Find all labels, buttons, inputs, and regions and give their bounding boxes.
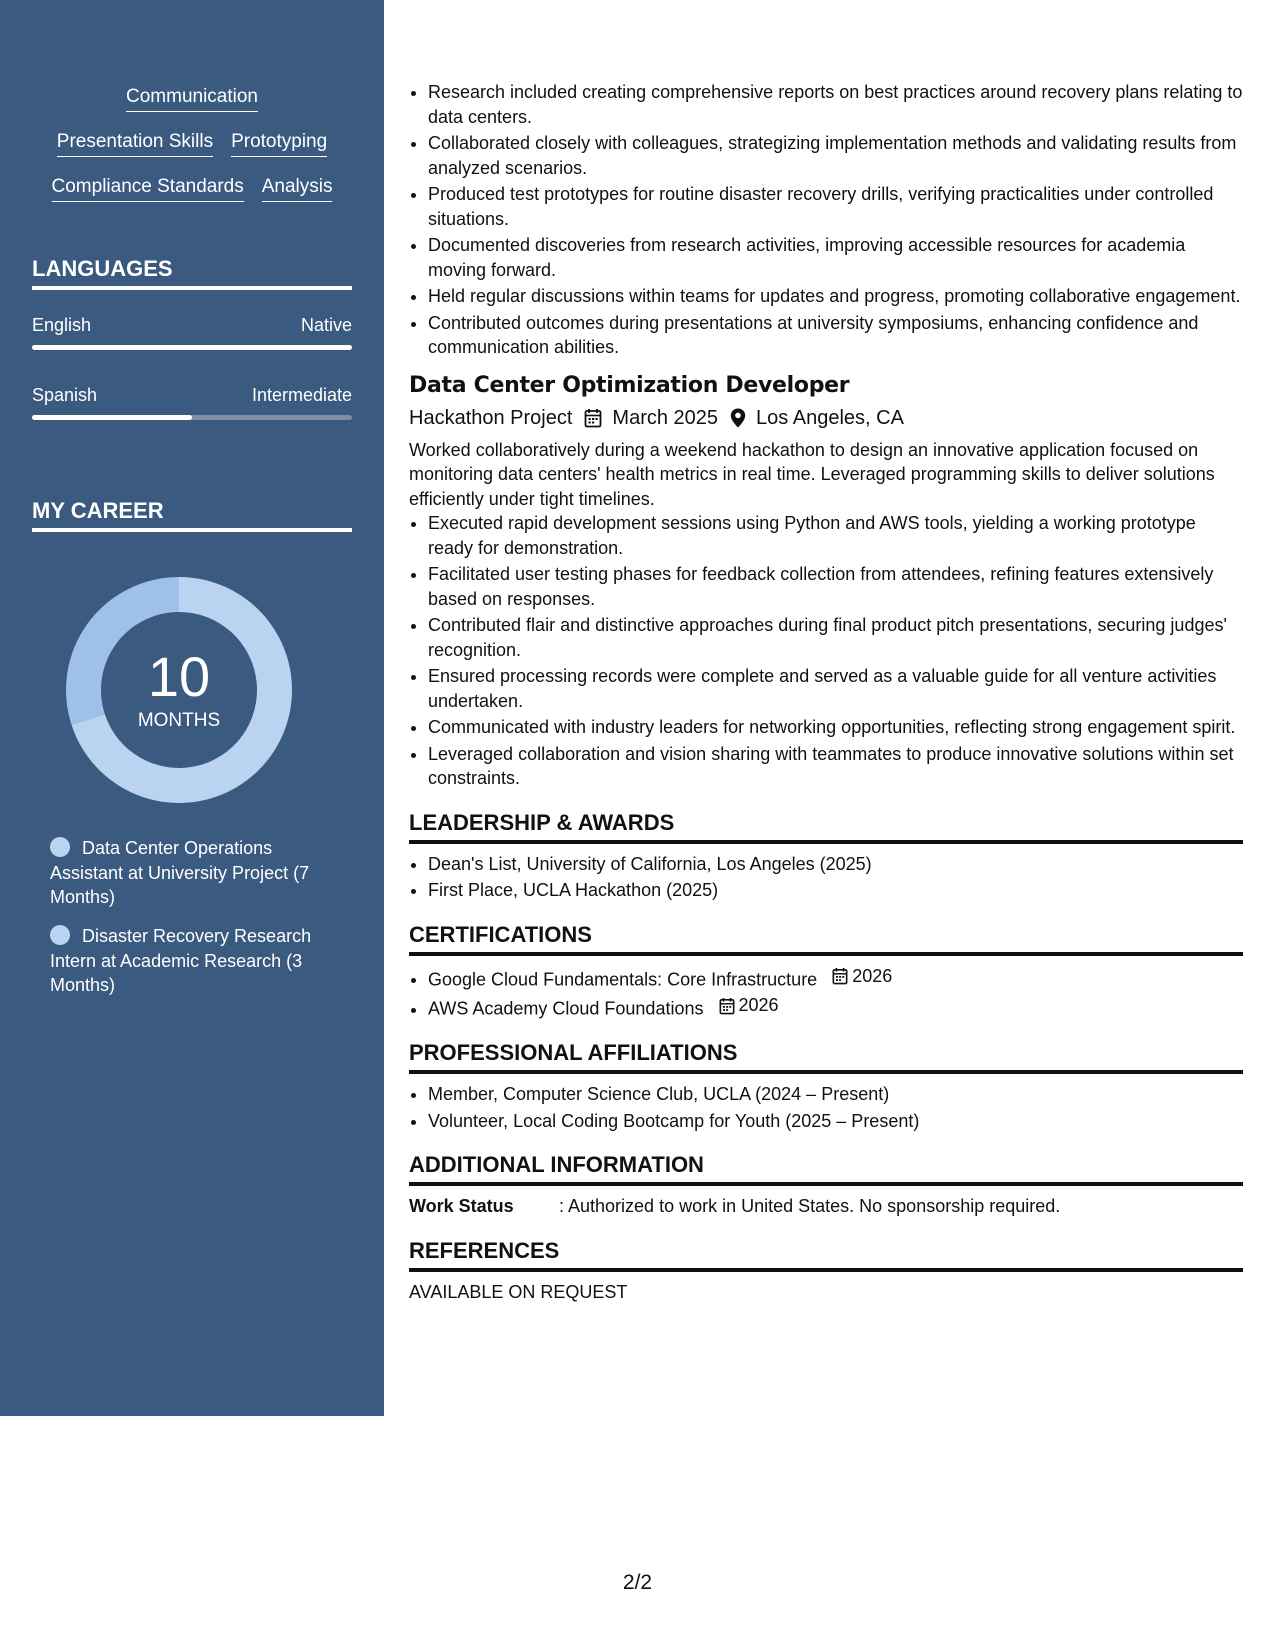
language-bar-fill — [32, 345, 352, 350]
page-number: 2/2 — [622, 1571, 653, 1594]
skill-tag: Presentation Skills — [57, 131, 213, 157]
list-item: • Volunteer, Local Coding Bootcamp for Youth (2025 – Present) — [428, 1109, 1243, 1134]
job-title: Data Center Optimization Developer — [409, 372, 850, 398]
list-item: • First Place, UCLA Hackathon (2025) — [428, 878, 1243, 903]
job-bullets — [409, 511, 1243, 791]
additional-info-heading: ADDITIONAL INFORMATION — [409, 1151, 1243, 1186]
work-status-value: : Authorized to work in United States. No sponsorship required. — [559, 1196, 1061, 1216]
list-item: • Leveraged collaboration and vision sharing with teammates to produce innovative solutions within set constraints. — [428, 742, 1243, 791]
references-text: AVAILABLE ON REQUEST — [409, 1281, 628, 1302]
list-item: • Member, Computer Science Club, UCLA (2024 – Present) — [428, 1082, 1243, 1107]
language-name: Spanish — [32, 385, 98, 405]
certification-year: 2026 — [738, 995, 779, 1016]
skill-tag: Prototyping — [231, 131, 327, 157]
language-level: Intermediate — [251, 385, 352, 405]
sidebar — [0, 0, 384, 1416]
certifications-list — [409, 964, 1243, 1022]
career-donut — [66, 577, 292, 803]
leadership-list — [409, 852, 1243, 903]
language-bar — [32, 415, 352, 420]
list-item: • Research included creating comprehensive reports on best practices around recovery plans relating to data centers. — [428, 80, 1243, 129]
skill-tag: Communication — [126, 86, 258, 112]
previous-job-bullets — [409, 80, 1243, 360]
skill-row — [32, 131, 352, 157]
job-company: Hackathon Project — [409, 406, 573, 429]
languages-heading: LANGUAGES — [32, 256, 352, 290]
certification-name: AWS Academy Cloud Foundations — [428, 998, 704, 1019]
certification-item — [428, 964, 1243, 992]
skill-row — [32, 86, 352, 112]
skills-list — [32, 86, 352, 221]
certification-name: Google Cloud Fundamentals: Core Infrastructure — [428, 968, 818, 989]
career-item — [50, 924, 340, 998]
affiliations-list — [409, 1082, 1243, 1133]
calendar-icon — [584, 408, 602, 428]
legend-dot — [50, 837, 70, 857]
certification-item — [428, 993, 1243, 1021]
career-item — [50, 836, 340, 910]
language-level: Native — [300, 315, 352, 335]
list-item: • Produced test prototypes for routine disaster recovery drills, verifying practicalities under controlled situations. — [428, 182, 1243, 231]
language-bar — [32, 345, 352, 350]
language-spanish — [32, 383, 352, 420]
list-item: • Documented discoveries from research activities, improving accessible resources for academia moving forward. — [428, 233, 1243, 282]
leadership-heading: LEADERSHIP & AWARDS — [409, 809, 1243, 844]
skill-tag: Analysis — [262, 176, 333, 202]
list-item: • Facilitated user testing phases for feedback collection from attendees, refining features extensively based on responses. — [428, 562, 1243, 611]
affiliations-heading: PROFESSIONAL AFFILIATIONS — [409, 1039, 1243, 1074]
job-location: Los Angeles, CA — [756, 406, 904, 429]
career-total-number: 10 — [147, 645, 211, 708]
location-pin-icon — [730, 408, 746, 428]
list-item: • Communicated with industry leaders for networking opportunities, reflecting strong engagement spirit. — [428, 715, 1243, 740]
list-item: • Dean's List, University of California, Los Angeles (2025) — [428, 852, 1243, 877]
list-item: • Contributed flair and distinctive approaches during final product pitch presentations, securing judges' recognition. — [428, 613, 1243, 662]
legend-dot — [50, 925, 70, 945]
list-item: • Contributed outcomes during presentations at university symposiums, enhancing confidence and communication abilities. — [428, 311, 1243, 360]
job-meta — [409, 404, 1243, 432]
language-name: English — [32, 315, 92, 335]
list-item: • Collaborated closely with colleagues, strategizing implementation methods and validating results from analyzed scenarios. — [428, 131, 1243, 180]
list-item: • Ensured processing records were complete and served as a valuable guide for all venture activities undertaken. — [428, 664, 1243, 713]
certifications-heading: CERTIFICATIONS — [409, 921, 1243, 956]
list-item: • Held regular discussions within teams for updates and progress, promoting collaborative engagement. — [428, 284, 1243, 309]
career-heading: MY CAREER — [32, 498, 352, 532]
main-content — [409, 80, 1243, 1304]
language-english — [32, 313, 352, 350]
work-status-label: Work Status — [409, 1196, 514, 1216]
job-description: Worked collaboratively during a weekend hackathon to design an innovative application focused on monitoring data centers' health metrics in real time. Leveraged programming skills to deliver solutions efficiently under tight timelines. — [409, 439, 1215, 509]
references-heading: REFERENCES — [409, 1237, 1243, 1272]
certification-year: 2026 — [852, 965, 893, 986]
work-status-row — [409, 1194, 1243, 1219]
career-total-unit: MONTHS — [137, 710, 221, 731]
calendar-icon — [719, 997, 735, 1015]
list-item: • Executed rapid development sessions using Python and AWS tools, yielding a working prototype ready for demonstration. — [428, 511, 1243, 560]
skill-tag: Compliance Standards — [52, 176, 244, 202]
skill-row — [32, 176, 352, 202]
job-date: March 2025 — [612, 406, 719, 429]
calendar-icon — [832, 967, 848, 985]
career-item-text: Data Center Operations Assistant at University Project (7 Months) — [50, 838, 310, 907]
career-item-text: Disaster Recovery Research Intern at Academic Research (3 Months) — [50, 926, 312, 995]
language-bar-fill — [32, 415, 192, 420]
